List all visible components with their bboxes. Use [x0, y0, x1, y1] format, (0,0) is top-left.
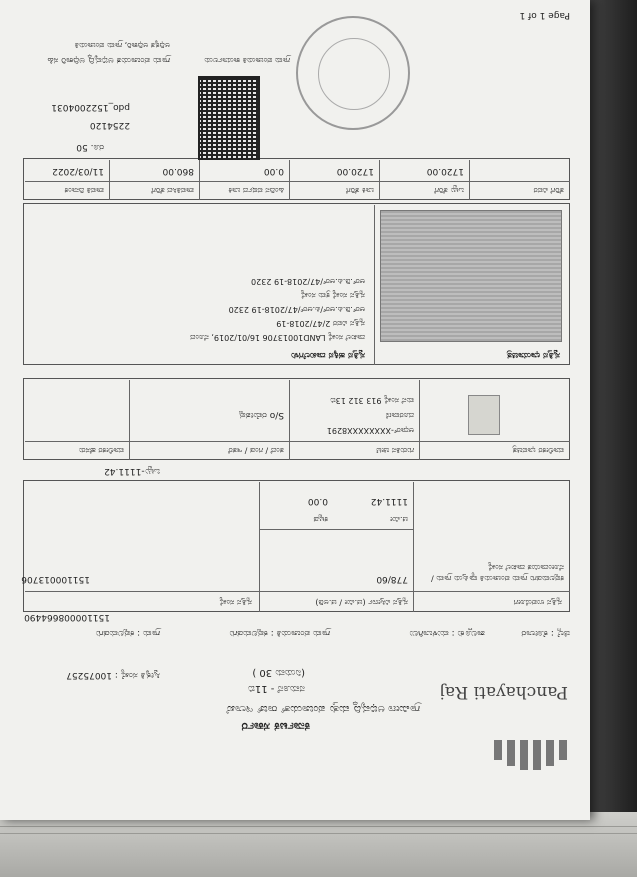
relation-value: S/o ರಮೇಶಪ್ಪ: [239, 410, 284, 420]
taluk-line: ತಾಲ್ಲೂಕು : ಮುಳಬಾಗಿಲು: [409, 628, 485, 638]
col-paid: ಪಾವತಿಸಿದ ತೆರಿಗೆ: [151, 186, 194, 195]
building-label: ಕಟ್ಟಡ: [313, 515, 328, 524]
table-divider: [260, 529, 414, 530]
panchayat-raj-logo: [462, 725, 572, 780]
table-divider: [25, 181, 570, 182]
paid-2: 1720.00: [336, 166, 374, 176]
door-line: ಮನೆ ಸಂಖ್ಯೆ 913 312 13ಬಿ: [330, 396, 414, 405]
table-divider: [469, 160, 470, 200]
paper-stack-edge: [0, 826, 637, 827]
col-arrears: ಒಟ್ಟು ತೆರಿಗೆ: [434, 186, 464, 195]
document-line: ಆರ್.ಡಿ.ಪಿ.ಆರ್/47/2018-19 2320: [251, 277, 365, 286]
property-code: 778/60: [376, 574, 408, 584]
paid-1: 1720.00: [426, 166, 464, 176]
id-number: ಆಧಾರ್-XXXXXXXX8291: [326, 426, 414, 435]
table-divider: [413, 482, 414, 612]
page-label: Page 1 of 1: [519, 10, 570, 20]
ref-number: 2254120: [89, 120, 130, 130]
owner-photo: [468, 395, 500, 435]
signature-note: ಅಧಿಕೃತ ಅಧಿಕಾರಿ, ಗ್ರಾಮ ಪಂಚಾಯತಿ: [74, 41, 170, 50]
table-divider: [259, 482, 260, 612]
phone-line: ದೂರವಾಣಿ: [385, 411, 414, 420]
table-divider: [289, 160, 290, 200]
col-id: ಗುರುತಿನ ಚೀಟಿ: [376, 446, 414, 455]
col-balance: ಬಾಕಿ ತೆರಿಗೆ: [345, 186, 374, 195]
table-divider: [25, 441, 570, 442]
table-divider: [199, 160, 200, 200]
photo-label: ಸ್ವತ್ತಿನ ಛಾಯಾಚಿತ್ರ: [506, 350, 560, 360]
col-date: ಪಾವತಿ ದಿನಾಂಕ: [64, 186, 104, 195]
pdo-code: pdo_1522004031: [51, 102, 130, 112]
address-text: ಕಪ್ಪಲಮಡಗು ಗ್ರಾಮ ಪಂಚಾಯತಿ ವ್ಯಾಪ್ತಿಯ ಗ್ರಾಮ / ನೋಂದಾಯಿತ ದಾಖಲೆ ಸಂಖ್ಯೆ: [431, 563, 564, 583]
col-property-no: ಸ್ವತ್ತಿನ ಸಂಖ್ಯೆ: [219, 598, 252, 607]
col-relation: ತಂದೆ / ಗಂಡ / ಇತರೆ: [228, 446, 284, 455]
document-section-title: ಸ್ವತ್ತಿನ ಹಕ್ಕಿನ ದಾಖಲೆಗಳು: [291, 350, 365, 360]
col-demand: ಹಿಂದಿನ ವರ್ಷದ ಬಾಕಿ: [228, 186, 284, 195]
village-line: ಗ್ರಾಮ : ಕಪ್ಪಲಮಡಗು: [95, 628, 160, 638]
col-owner-name: ಮಾಲೀಕರ ಹೆಸರು: [78, 446, 124, 455]
row-code: 151100013706: [21, 574, 90, 584]
property-id: 151100008664490: [24, 612, 110, 622]
date-value: 11/03/2022: [52, 166, 104, 176]
balance-value: 0.00: [263, 166, 284, 176]
table-divider: [419, 380, 420, 460]
form-number: ನಮೂನೆ - 11ಬಿ: [248, 683, 305, 694]
table-divider: [25, 591, 570, 592]
brand-name: Panchayati Raj: [439, 682, 568, 702]
district-line: ಜಿಲ್ಲೆ : ಕೋಲಾರ: [521, 628, 570, 638]
seal-text: ಗ್ರಾಮ ಪಂಚಾಯತಿ ಕಾರ್ಯಾಲಯ: [204, 56, 290, 65]
property-photo: [380, 210, 562, 342]
building-area: 0.00: [307, 496, 328, 506]
table-divider: [129, 380, 130, 460]
col-tax: ತೆರಿಗೆ ವಿವರ: [533, 186, 564, 195]
receipt-number: ಸ್ವೀಕೃತಿ ಸಂಖ್ಯೆ : 10075257: [66, 670, 160, 680]
background-bottom: [0, 812, 637, 877]
panchayat-seal: [296, 16, 410, 130]
property-table: [23, 480, 570, 612]
rule-reference: (ನಿಯಮ 30 ): [252, 667, 305, 678]
qr-code: [198, 76, 260, 160]
total-area-line: ಒಟ್ಟು-1111.42: [104, 466, 160, 476]
officer-line: ಗ್ರಾಮ ಪಂಚಾಯತ ಅಭಿವೃದ್ಧಿ ಅಧಿಕಾರಿ ಸಹಿ: [47, 55, 170, 65]
amount-label: ರೂ. 50: [76, 142, 104, 152]
table-divider: [289, 380, 290, 460]
table-divider: [374, 205, 375, 365]
col-photo: ಮಾಲೀಕರ ಭಾವಚಿತ್ರ: [512, 446, 564, 455]
paper-stack-edge: [0, 833, 637, 834]
table-divider: [109, 160, 110, 200]
demand-value: 860.00: [162, 166, 194, 176]
area-unit: ಚ.ಮೀ: [390, 515, 408, 524]
table-divider: [379, 160, 380, 200]
document-line: ಸ್ವತ್ತಿನ ಸಂಖ್ಯೆ ಕ್ರಮ ಸಂಖ್ಯೆ: [300, 291, 365, 300]
seal-inner-ring: [318, 38, 390, 110]
col-usage: ಸ್ವತ್ತಿನ ಉಪಯೋಗ: [513, 598, 562, 607]
document-line: ಸ್ವತ್ತಿನ ವಿವರ 2/47/2018-19: [276, 319, 365, 328]
tax-table: [23, 158, 570, 200]
gov-title: ಕರ್ನಾಟಕ ಸರ್ಕಾರ: [241, 720, 310, 734]
panchayat-line: ಗ್ರಾಮ ಪಂಚಾಯತಿ : ಕಪ್ಪಲಮಡಗು: [229, 628, 330, 638]
area-value: 1111.42: [370, 496, 408, 506]
dept-subtitle: ಗ್ರಾಮೀಣ ಅಭಿವೃದ್ಧಿ ಮತ್ತು ಪಂಚಾಯತ್ ರಾಜ್ ಇಲಾಖೆ: [226, 703, 420, 716]
document-line: ಆರ್.ಡಿ.ಪಿ.ಆರ್/ಪಿ.ಆರ್/47/2018-19 2320: [228, 305, 365, 314]
col-area: ಸ್ವತ್ತಿನ ವಿಸ್ತೀರ್ಣ (ಚ.ಮೀ / ಚ.ಅಡಿ): [315, 598, 408, 607]
document-line: ದಾಖಲೆ ಸಂಖ್ಯೆ LAND10013706 16/01/2019, ನೊಂದ: [190, 333, 365, 342]
